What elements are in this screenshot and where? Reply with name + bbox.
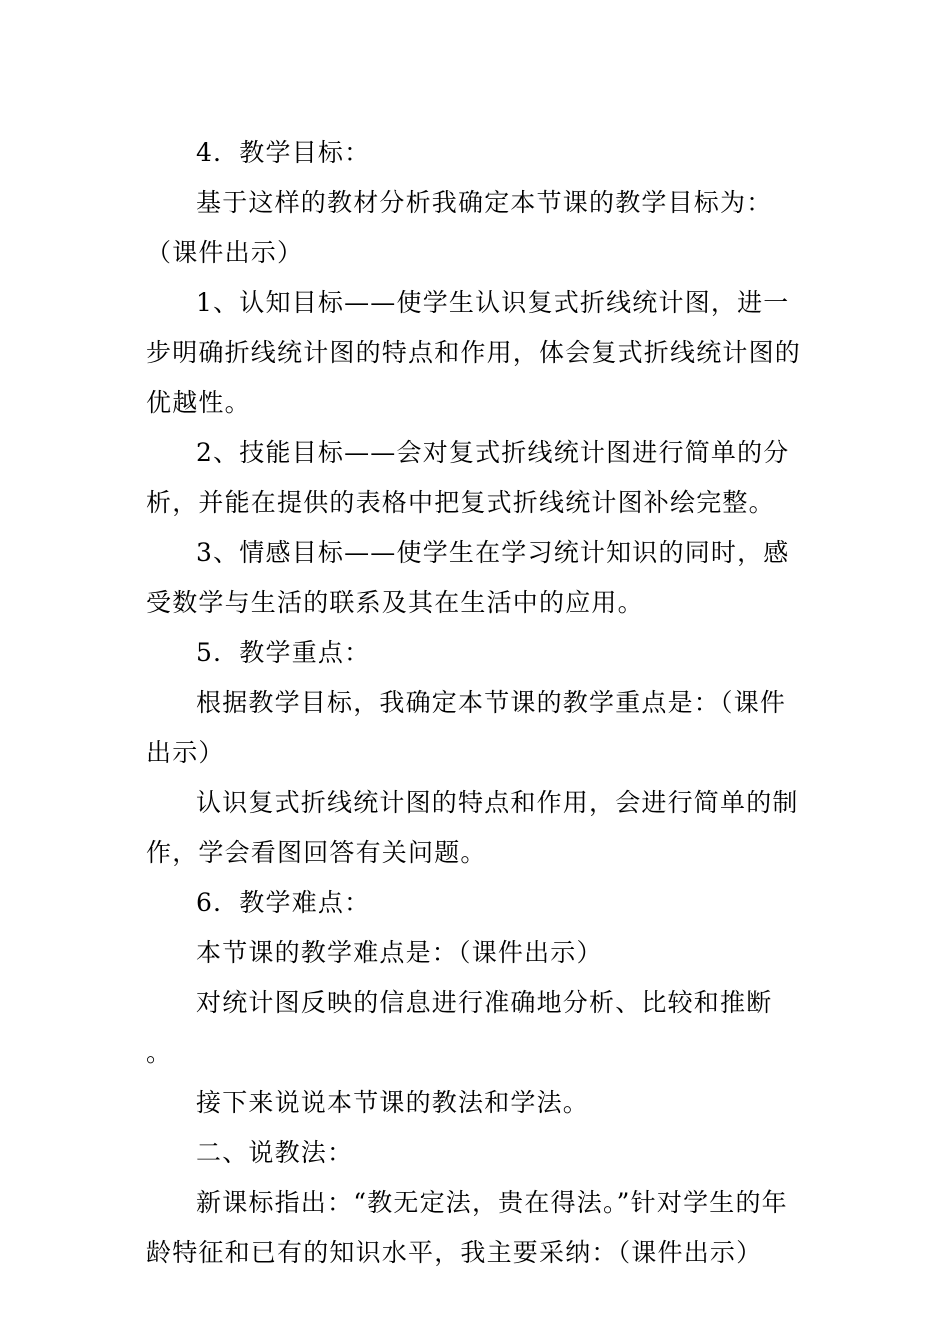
paragraph: 认识复式折线统计图的特点和作用，会进行简单的制作，学会看图回答有关问题。 <box>146 788 799 867</box>
section-heading-key-points: 5．教学重点： <box>196 638 371 667</box>
paragraph: 3、情感目标——使学生在学习统计知识的同时，感受数学与生活的联系及其在生活中的应用。 <box>146 538 790 617</box>
paragraph: 基于这样的教材分析我确定本节课的教学目标为：（课件出示） <box>146 188 773 267</box>
paragraph: 2、技能目标——会对复式折线统计图进行简单的分析，并能在提供的表格中把复式折线统计图补绘完整。 <box>146 438 790 517</box>
section-heading-teaching-methods: 二、说教法： <box>196 1138 354 1167</box>
paragraph: 本节课的教学难点是：（课件出示） <box>196 938 603 967</box>
paragraph: 接下来说说本节课的教法和学法。 <box>196 1088 590 1117</box>
section-heading-teaching-goals: 4．教学目标： <box>196 138 371 167</box>
paragraph: 1、认知目标——使学生认识复式折线统计图，进一步明确折线统计图的特点和作用，体会复式折线统计图的优越性。 <box>146 288 802 417</box>
document-body <box>146 128 806 1278</box>
paragraph: 对统计图反映的信息进行准确地分析、比较和推断 。 <box>146 988 773 1067</box>
paragraph: 根据教学目标，我确定本节课的教学重点是：（课件出示） <box>146 688 787 767</box>
section-heading-difficulties: 6．教学难点： <box>196 888 371 917</box>
paragraph: 新课标指出：“教无定法，贵在得法。”针对学生的年龄特征和已有的知识水平，我主要采纳：（课件出示） <box>146 1188 788 1267</box>
